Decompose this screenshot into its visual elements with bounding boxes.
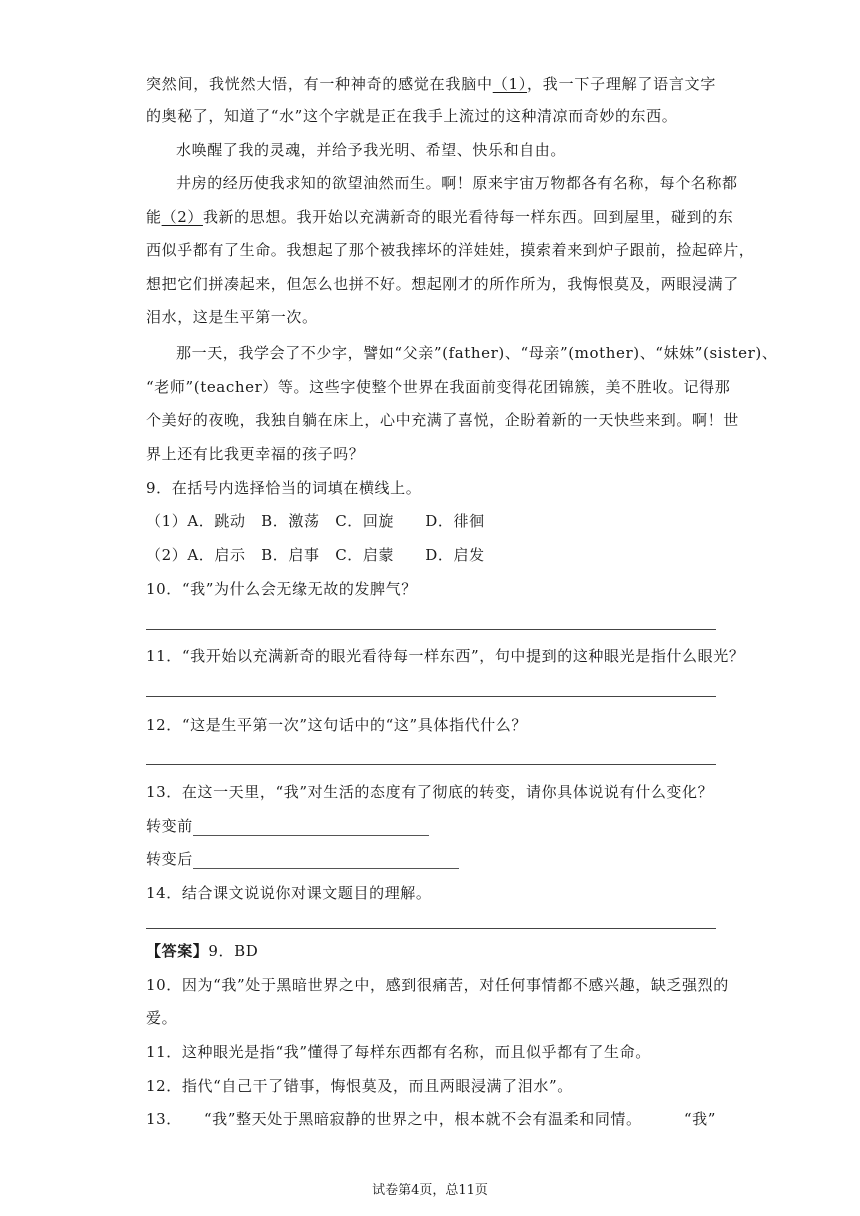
answer-9-row [146, 941, 716, 961]
question-10: 10．“我”为什么会无缘无故的发脾气？ [146, 580, 417, 598]
before-change-row [146, 816, 716, 836]
question-13: 13．在这一天里，“我”对生活的态度有了彻底的转变，请你具体说说有什么变化？ [146, 783, 714, 801]
after-change-label: 转变后 [146, 850, 193, 868]
passage-line [146, 207, 734, 227]
before-change-field[interactable] [193, 821, 429, 836]
answer-11: 11．这种眼光是指“我”懂得了每样东西都有名称，而且似乎都有了生命。 [146, 1043, 651, 1061]
passage-line: 的奥秘了，知道了“水”这个字就是正在我手上流过的这种清凉而奇妙的东西。 [146, 107, 678, 125]
passage-line: 泪水，这是生平第一次。 [146, 308, 318, 326]
passage-paragraph: 水唤醒了我的灵魂，并给予我光明、希望、快乐和自由。 [176, 141, 567, 159]
passage-line: 界上还有比我更幸福的孩子吗？ [146, 445, 365, 463]
question-12: 12．“这是生平第一次”这句话中的“这”具体指代什么？ [146, 716, 527, 734]
answer-10: 10．因为“我”处于黑暗世界之中，感到很痛苦，对任何事情都不感兴趣，缺乏强烈的 [146, 976, 729, 994]
before-change-label: 转变前 [146, 817, 193, 835]
passage-text: ，我一下子理解了语言文字 [527, 75, 717, 93]
question-14: 14．结合课文说说你对课文题目的理解。 [146, 884, 432, 902]
answer-line[interactable] [146, 928, 716, 929]
page-footer: 试卷第4页，总11页 [372, 1183, 488, 1198]
answer-13-row [146, 1109, 716, 1129]
answer-12: 12．指代“自己干了错事，悔恨莫及，而且两眼浸满了泪水”。 [146, 1077, 573, 1095]
question-11: 11．“我开始以充满新奇的眼光看待每一样东西”，句中提到的这种眼光是指什么眼光？ [146, 647, 745, 665]
blank-1: （1） [492, 75, 528, 93]
question-9-options-1: （1）A．跳动 B．激荡 C．回旋 D．徘徊 [146, 512, 485, 530]
passage-line: “老师”(teacher）等。这些字使整个世界在我面前变得花团锦簇，美不胜收。记得那 [146, 378, 731, 396]
passage-line: 井房的经历使我求知的欲望油然而生。啊！原来宇宙万物都各有名称，每个名称都 [176, 174, 738, 192]
question-9: 9．在括号内选择恰当的词填在横线上。 [146, 479, 422, 497]
answer-10-cont: 爱。 [146, 1009, 178, 1027]
answer-line[interactable] [146, 629, 716, 630]
blank-2: （2） [161, 208, 203, 226]
passage-text: 突然间，我恍然大悟，有一种神奇的感觉在我脑中 [146, 75, 493, 93]
question-9-options-2: （2）A．启示 B．启事 C．启蒙 D．启发 [146, 546, 485, 564]
answer-line[interactable] [146, 696, 716, 697]
passage-line [146, 74, 716, 94]
passage-line: 西似乎都有了生命。我想起了那个被我摔坏的洋娃娃，摸索着来到炉子跟前，捡起碎片， [146, 241, 755, 259]
passage-line: 个美好的夜晚，我独自躺在床上，心中充满了喜悦，企盼着新的一天快些来到。啊！世 [146, 411, 739, 429]
passage-text: 能 [146, 208, 162, 226]
answer-13-number: 13． [146, 1110, 182, 1128]
passage-line: 想把它们拼凑起来，但怎么也拼不好。想起刚才的所作所为，我悔恨莫及，两眼浸满了 [146, 275, 739, 293]
after-change-field[interactable] [193, 854, 459, 869]
answer-tag: 【答案】 [146, 942, 209, 960]
answer-9: 9．BD [208, 942, 259, 960]
answer-line[interactable] [146, 764, 716, 765]
passage-text: 我新的思想。我开始以充满新奇的眼光看待每一样东西。回到屋里，碰到的东 [202, 208, 734, 226]
answer-13: “我”整天处于黑暗寂静的世界之中，根本就不会有温柔和同情。 [203, 1110, 642, 1128]
passage-line: 那一天，我学会了不少字，譬如“父亲”(father)、“母亲”(mother)、“妹妹”(sister)、 [176, 344, 778, 362]
answer-13-tail: “我” [683, 1110, 716, 1128]
after-change-row [146, 849, 716, 869]
